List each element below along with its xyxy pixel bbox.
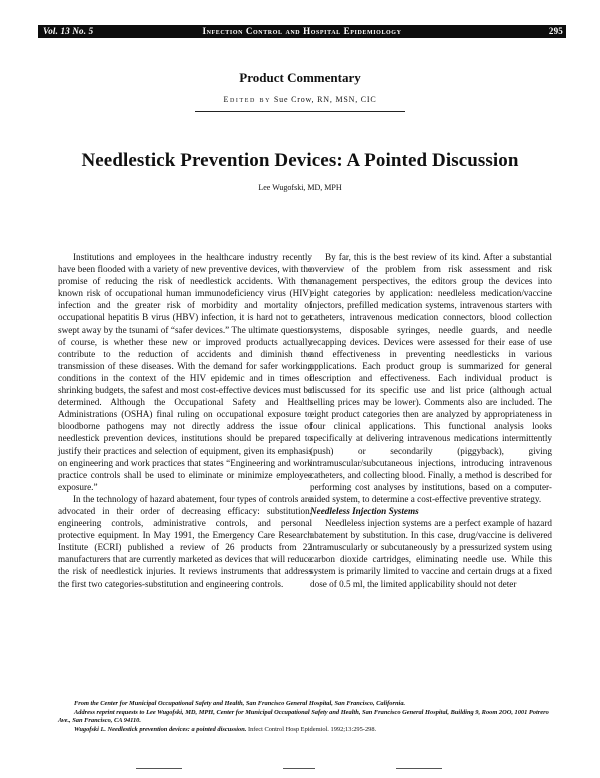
journal-name: Infection Control and Hospital Epidemiology — [202, 26, 402, 36]
body-paragraph: By far, this is the best review of its kind. After a substantial overview of the problem from risk assessment and risk management perspectives, the editors group the devices into eight categories by application: needleless medication/vaccine injectors, prefilled medication systems, intravenous starters with catheters, intravenous medication connectors, blood collection systems, disposable syringes, needle guards, and needle recapping devices. Devices were assessed for their ease of use and effectiveness in preventing needlesticks in various applications. Each product group is summarized for general description and effectiveness. Each individual product is discussed for its specific use and list price (although actual selling prices may be lower). Comments also are included. The eight product categories then are analyzed by appropriateness in four clinical applications. This functional analysis looks specifically at delivering intravenous medications intermittently (push) or secondarily (piggyback), giving intramuscular/subcutaneous injections, introducing intravenous catheters, and collecting blood. Finally, a method is described for performing cost analyses by institutions, based on a computer-aided system, to determine a cost-effective preventive strategy. — [310, 252, 552, 504]
page-number: 295 — [548, 26, 563, 36]
citation-source: Infect Control Hosp Epidemiol. 1992;13:295-298. — [247, 725, 377, 733]
page-bottom-marks — [0, 768, 600, 770]
citation-title: Wugofski L. Needlestick prevention devices: a pointed discussion. — [74, 725, 247, 733]
bottom-mark — [136, 768, 182, 769]
editor-line — [0, 95, 600, 104]
editor-name: Sue Crow, RN, MSN, CIC — [273, 95, 377, 104]
footnote-affiliation: From the Center for Municipal Occupational Safety and Health, San Francisco General Hospital, San Francisco, California. — [74, 700, 406, 707]
article-title: Needlestick Prevention Devices: A Pointed Discussion — [81, 150, 519, 171]
body-paragraph: Institutions and employees in the healthcare industry recently have been flooded with a variety of new preventive devices, with the promise of reducing the risk of needlestick accidents. With the known risk of occupational human immunodeficiency virus (HIV) infection and the greater risk of morbidity and mortality of occupational hepatitis B virus (HBV) infection, it is hard not to get swept away by the tsunami of “safer devices.” The ultimate question of course, is whether these new or improved products actually contribute to the reduction of accidents and diminish the transmission of these diseases. With the demand for safer working conditions in the context of the HIV epidemic and in times of shrinking budgets, the safest and most cost-effective devices must be determined. Although the Occupational Safety and Health Administrations (OSHA) final ruling on occupational exposure to bloodborne pathogens may not directly address the issue of needlestick prevention devices, institutions should be prepared to justify their practices and selection of equipment, given its emphasis on engineering and work practices that states “Engineering and work practice controls shall be used to eliminate or minimize employee exposure.” — [58, 252, 312, 492]
body-paragraph: Needleless injection systems are a perfect example of hazard abatement by substitution. In this case, drug/vaccine is delivered intramuscularly or subcutaneously by a pressurized system using carbon dioxide cartridges, eliminating needle use. While this system is primarily limited to vaccine and certain drugs at a fixed dose of 0.5 ml, the limited applicability should not deter — [310, 518, 552, 589]
article-author: Lee Wugofski, MD, MPH — [258, 183, 342, 192]
journal-header-bar — [38, 25, 566, 38]
body-paragraph: In the technology of hazard abatement, four types of controls are advocated in their order of decreasing efficacy: substitution, engineering controls, administrative controls, and personal protective equipment. In May 1991, the Emergency Care Research Institute (ECRI) published a review of 26 products from 22 manufacturers that are currently marketed as devices that will reduce the risk of needlestick injuries. It reviews instruments that address the first two categories-substitution and engineering controls. — [58, 493, 312, 589]
left-column — [58, 251, 312, 590]
volume-issue: Vol. 13 No. 5 — [43, 26, 94, 36]
subsection-heading: Needleless Injection Systems — [310, 505, 419, 516]
section-title: Product Commentary — [239, 70, 361, 85]
section-divider — [195, 111, 405, 112]
right-column — [310, 251, 552, 590]
footnote — [58, 700, 558, 734]
footnote-citation — [58, 726, 558, 735]
footnote-reprint: Address reprint requests to Lee Wugofski, MD, MPH, Center for Municipal Occupational Safety and Health, San Francisco General Hospital, Building 9, Room 2OO, 1001 Potrero Ave., San Francisco, CA 94110. — [58, 708, 549, 725]
bottom-mark — [283, 768, 315, 769]
bottom-mark — [396, 768, 442, 769]
editor-prefix: Edited by — [223, 95, 272, 104]
